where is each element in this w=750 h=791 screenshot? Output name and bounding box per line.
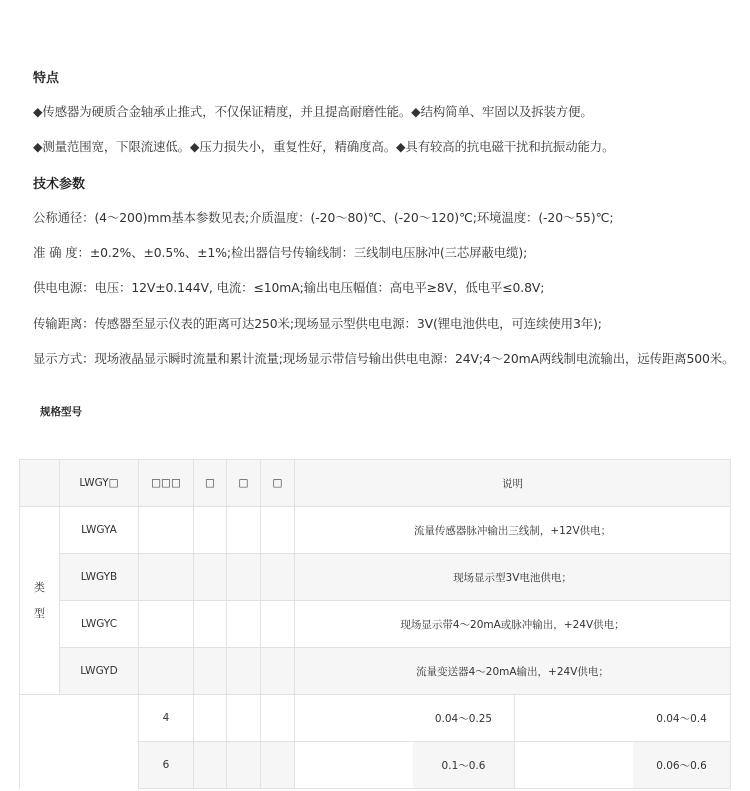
- tech-param-display: 显示方式：现场液晶显示瞬时流量和累计流量;现场显示带信号输出供电电源：24V;4～20mA两线制电流输出，远传距离500米。: [33, 351, 735, 366]
- type-description: 流量传感器脉冲输出三线制，+12V供电；: [295, 507, 731, 554]
- header-model: LWGY□: [60, 460, 139, 507]
- size-dn: 4: [139, 695, 194, 742]
- table-row: [20, 742, 731, 789]
- size-range-2: 0.04～0.4: [633, 695, 731, 742]
- table-row: [20, 507, 731, 554]
- type-description: 现场显示带4～20mA或脉冲输出，+24V供电；: [295, 601, 731, 648]
- type-label: 类 型: [34, 580, 45, 620]
- size-range-1: 0.1～0.6: [413, 742, 515, 789]
- features-line-2: ◆测量范围宽，下限流速低。◆压力损失小，重复性好，精确度高。◆具有较高的抗电磁干扰和抗振动能力。: [33, 139, 615, 154]
- table-row: [20, 554, 731, 601]
- table-row: [20, 695, 731, 742]
- features-line-1: ◆传感器为硬质合金轴承止推式，不仅保证精度，并且提高耐磨性能。◆结构简单、牢固以及拆装方便。: [33, 104, 593, 119]
- type-code: LWGYC: [60, 601, 139, 648]
- type-code: LWGYD: [60, 648, 139, 695]
- tech-param-distance: 传输距离：传感器至显示仪表的距离可达250米;现场显示型供电电源：3V(锂电池供电，可连续使用3年);: [33, 316, 602, 331]
- type-code: LWGYA: [60, 507, 139, 554]
- size-dn: 6: [139, 742, 194, 789]
- header-code-2: □: [194, 460, 227, 507]
- type-code: LWGYB: [60, 554, 139, 601]
- spec-table-heading: 规格型号: [40, 406, 82, 418]
- tech-params-heading: 技术参数: [33, 177, 86, 192]
- header-description: 说明: [295, 460, 731, 507]
- header-blank-cell: [20, 460, 60, 507]
- type-description: 现场显示型3V电池供电；: [295, 554, 731, 601]
- type-description: 流量变送器4～20mA输出，+24V供电；: [295, 648, 731, 695]
- features-heading: 特点: [33, 71, 60, 86]
- header-code-4: □: [261, 460, 295, 507]
- tech-param-diameter: 公称通径：(4～200)mm基本参数见表;介质温度：(-20～80)℃、(-20～120)℃;环境温度：(-20～55)℃;: [33, 210, 614, 225]
- tech-param-power: 供电电源：电压：12V±0.144V, 电流：≤10mA;输出电压幅值：高电平≥8V，低电平≤0.8V;: [33, 280, 545, 295]
- header-code-3: □: [227, 460, 261, 507]
- size-range-2: 0.06～0.6: [633, 742, 731, 789]
- spec-header-row: [20, 460, 731, 507]
- size-range-1: 0.04～0.25: [413, 695, 515, 742]
- spec-table: [19, 459, 731, 789]
- header-dn-code: □□□: [139, 460, 194, 507]
- tech-param-accuracy: 准 确 度：±0.2%、±0.5%、±1%;检出器信号传输线制：三线制电压脉冲(三芯屏蔽电缆);: [33, 245, 528, 260]
- table-row: [20, 648, 731, 695]
- table-row: [20, 601, 731, 648]
- type-label-cell: [20, 507, 60, 695]
